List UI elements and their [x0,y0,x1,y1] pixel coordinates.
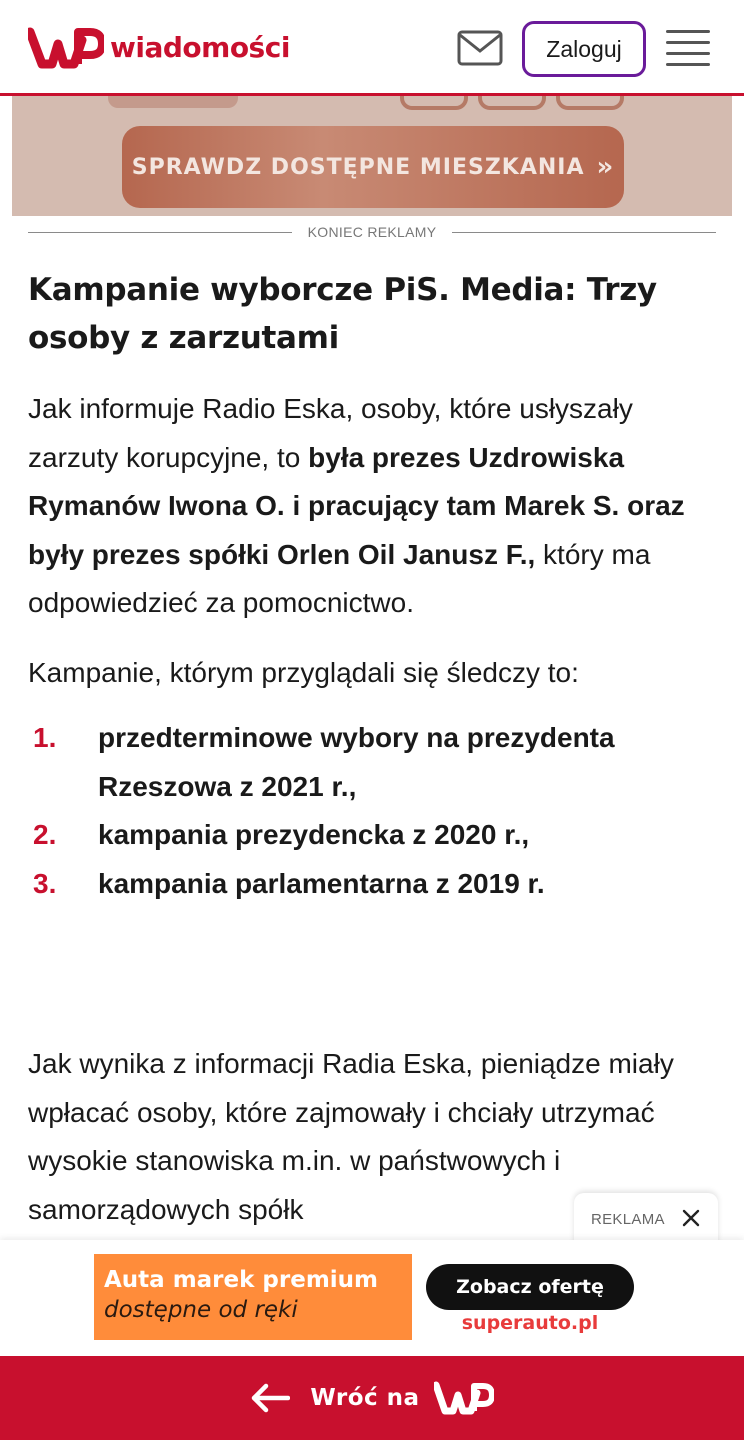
ad-cta-button[interactable] [122,126,624,208]
ad-label-tab [574,1193,718,1245]
list-item: 3. kampania parlamentarna z 2019 r. [33,867,545,899]
arrow-left-icon [250,1383,290,1413]
site-logo[interactable] [28,24,290,70]
ad-image[interactable] [94,1254,412,1340]
ad-cta-label: SPRAWDZ DOSTĘPNE MIESZKANIA [131,154,585,180]
ad-offer-button[interactable]: Zobacz ofertę [426,1264,634,1310]
site-header [0,0,744,96]
article-headline: Kampanie wyborcze PiS. Media: Trzy osoby z zarzutami [28,272,657,356]
double-chevron-right-icon: » [596,152,615,182]
list-item: 1. przedterminowe wybory na prezydenta Rzeszowa z 2021 r., [33,722,615,802]
wp-logo-icon [434,1380,494,1416]
article-paragraph-3: Jak wynika z informacji Radia Eska, pieniądze miały wpłacać osoby, które zajmowały i chciały utrzymać wysokie stanowiska m.in. w państwowych i samorządowych spółk [28,1048,674,1225]
back-label: Wróć na [310,1385,420,1411]
login-button[interactable]: Zaloguj [522,21,646,77]
article-body [28,266,718,908]
campaign-list [28,714,718,908]
ad-headline: Auta marek premium [104,1267,379,1293]
list-item: 2. kampania prezydencka z 2020 r., [33,819,530,850]
article-paragraph-1: Jak informuje Radio Eska, osoby, które usłyszały zarzuty korupcyjne, to była prezes Uzdrowiska Rymanów Iwona O. i pracujący tam Marek S. oraz były prezes spółki Orlen Oil Janusz F., który ma odpowiedzieć za pomocnictwo. [28,393,685,618]
ad-subline: dostępne od ręki [104,1297,298,1323]
ad-label: REKLAMA [591,1210,665,1228]
logo-text: wiadomości [110,30,290,64]
ad-brand: superauto.pl [461,1312,599,1334]
top-ad-banner[interactable] [12,96,732,216]
ad-end-divider [28,222,716,242]
hamburger-menu-icon[interactable] [666,30,710,66]
close-icon[interactable] [682,1209,700,1227]
wp-logo-icon [28,24,104,70]
mail-icon[interactable] [456,28,504,68]
back-to-wp-bar[interactable] [0,1356,744,1440]
ad-end-label: KONIEC REKLAMY [307,224,437,240]
ad-decoration [12,96,732,116]
article-paragraph-2: Kampanie, którym przyglądali się śledczy to: [28,656,579,688]
bottom-ad-banner[interactable] [0,1240,744,1356]
